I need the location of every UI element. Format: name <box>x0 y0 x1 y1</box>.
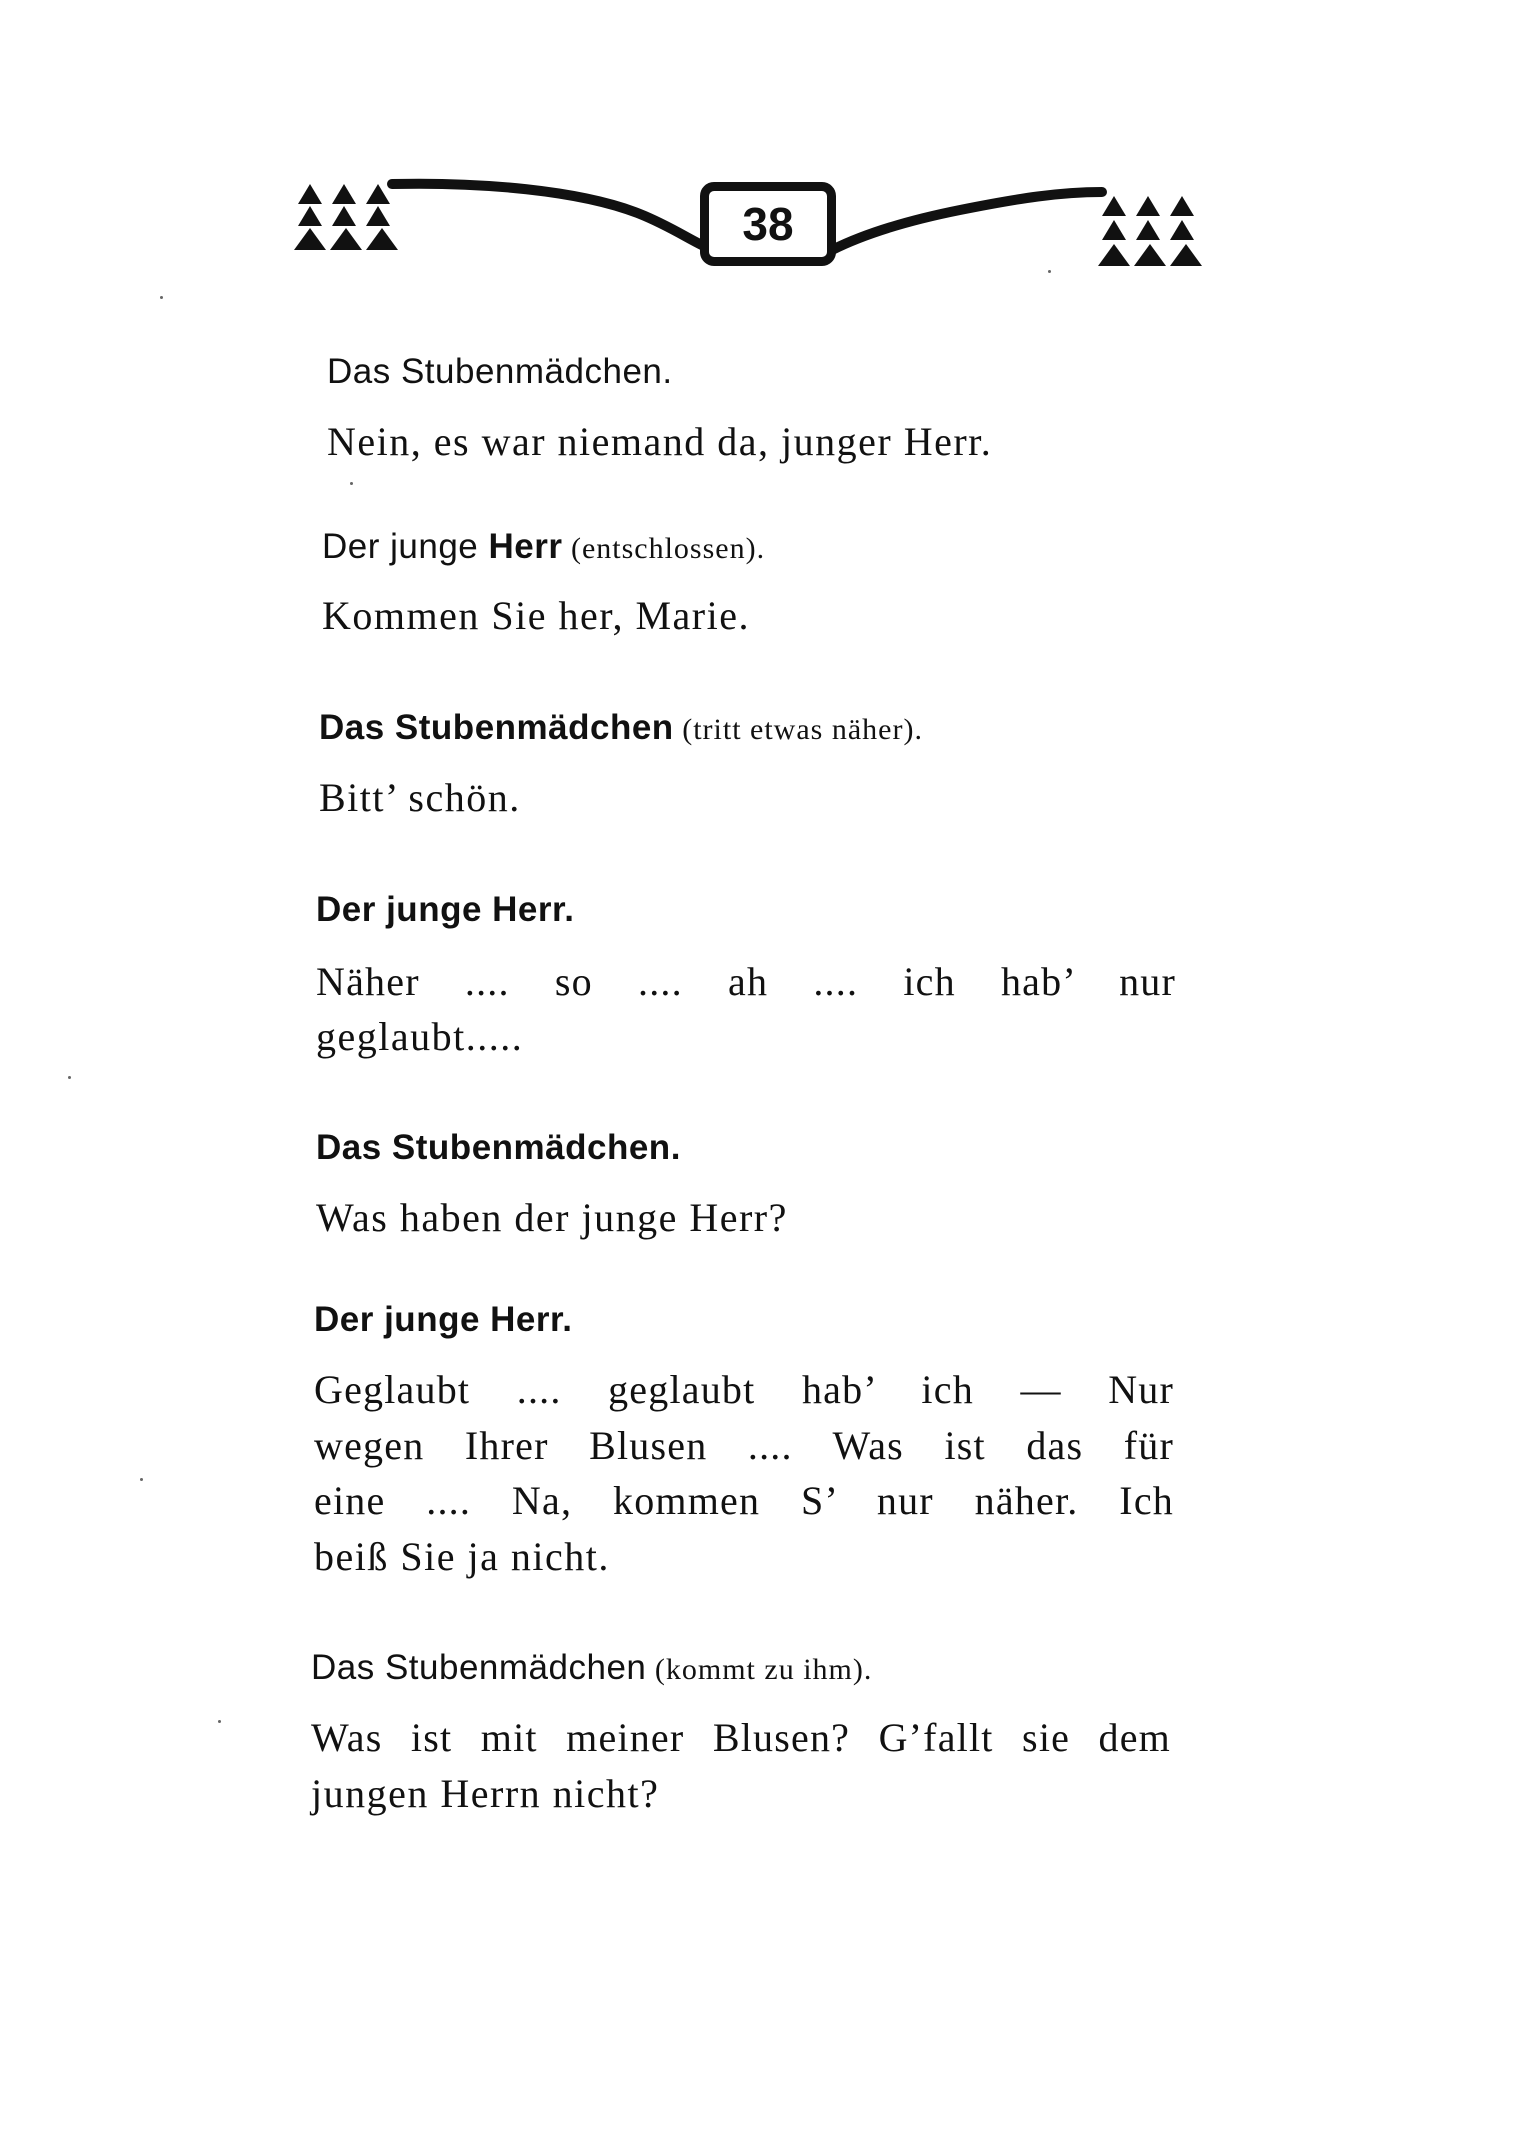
scan-speck <box>1048 270 1051 273</box>
dialogue-line: beiß Sie ja nicht. <box>314 1534 610 1579</box>
scan-speck <box>68 1076 71 1079</box>
stage-direction: (kommt zu ihm). <box>646 1653 873 1686</box>
scan-speck <box>140 1478 143 1481</box>
scan-speck <box>160 296 163 299</box>
speaker-label <box>314 1300 572 1340</box>
speaker-name: Der junge Herr. <box>314 1300 573 1339</box>
left-triangle-cluster-icon <box>294 184 398 250</box>
page-number-box <box>700 182 836 266</box>
speaker-name: Das Stubenmädchen. <box>327 352 673 391</box>
speaker-label <box>319 708 923 748</box>
dialogue-line: Kommen Sie her, Marie. <box>322 593 750 638</box>
speaker-label <box>316 890 574 930</box>
speaker-label <box>316 1128 681 1168</box>
speaker-name-bold: Herr <box>488 527 563 566</box>
speaker-label <box>322 527 765 567</box>
page-header-ornament <box>280 170 1240 290</box>
scan-speck <box>218 1720 221 1723</box>
scan-speck <box>350 482 353 485</box>
dialogue-line: Näher .... so .... ah .... ich hab’ nur <box>316 959 1176 1004</box>
dialogue-line: eine .... Na, kommen S’ nur näher. Ich <box>314 1478 1174 1523</box>
dialogue-line: Was haben der junge Herr? <box>316 1195 788 1240</box>
dialogue-line: wegen Ihrer Blusen .... Was ist das für <box>314 1423 1174 1468</box>
dialogue-line: Nein, es war niemand da, junger Herr. <box>327 419 993 464</box>
dialogue-line: Geglaubt .... geglaubt hab’ ich — Nur <box>314 1367 1174 1412</box>
dialogue-line: jungen Herrn nicht? <box>311 1771 660 1816</box>
stage-direction: (entschlossen). <box>562 532 766 565</box>
speaker-name: Das Stubenmädchen. <box>316 1128 681 1167</box>
right-triangle-cluster-icon <box>1098 196 1202 266</box>
dialogue-line: geglaubt..... <box>316 1014 524 1059</box>
page-number: 38 <box>742 198 794 250</box>
speaker-name: Das Stubenmädchen <box>319 708 674 747</box>
speaker-name: Der junge <box>322 527 489 566</box>
speaker-label <box>311 1648 872 1688</box>
dialogue-line: Bitt’ schön. <box>319 775 521 820</box>
speaker-name: Das Stubenmädchen <box>311 1648 647 1687</box>
dialogue-line: Was ist mit meiner Blusen? G’fallt sie dem <box>311 1715 1171 1760</box>
stage-direction: (tritt etwas näher). <box>673 713 923 746</box>
speaker-label <box>327 352 673 392</box>
speaker-name: Der junge Herr. <box>316 890 575 929</box>
